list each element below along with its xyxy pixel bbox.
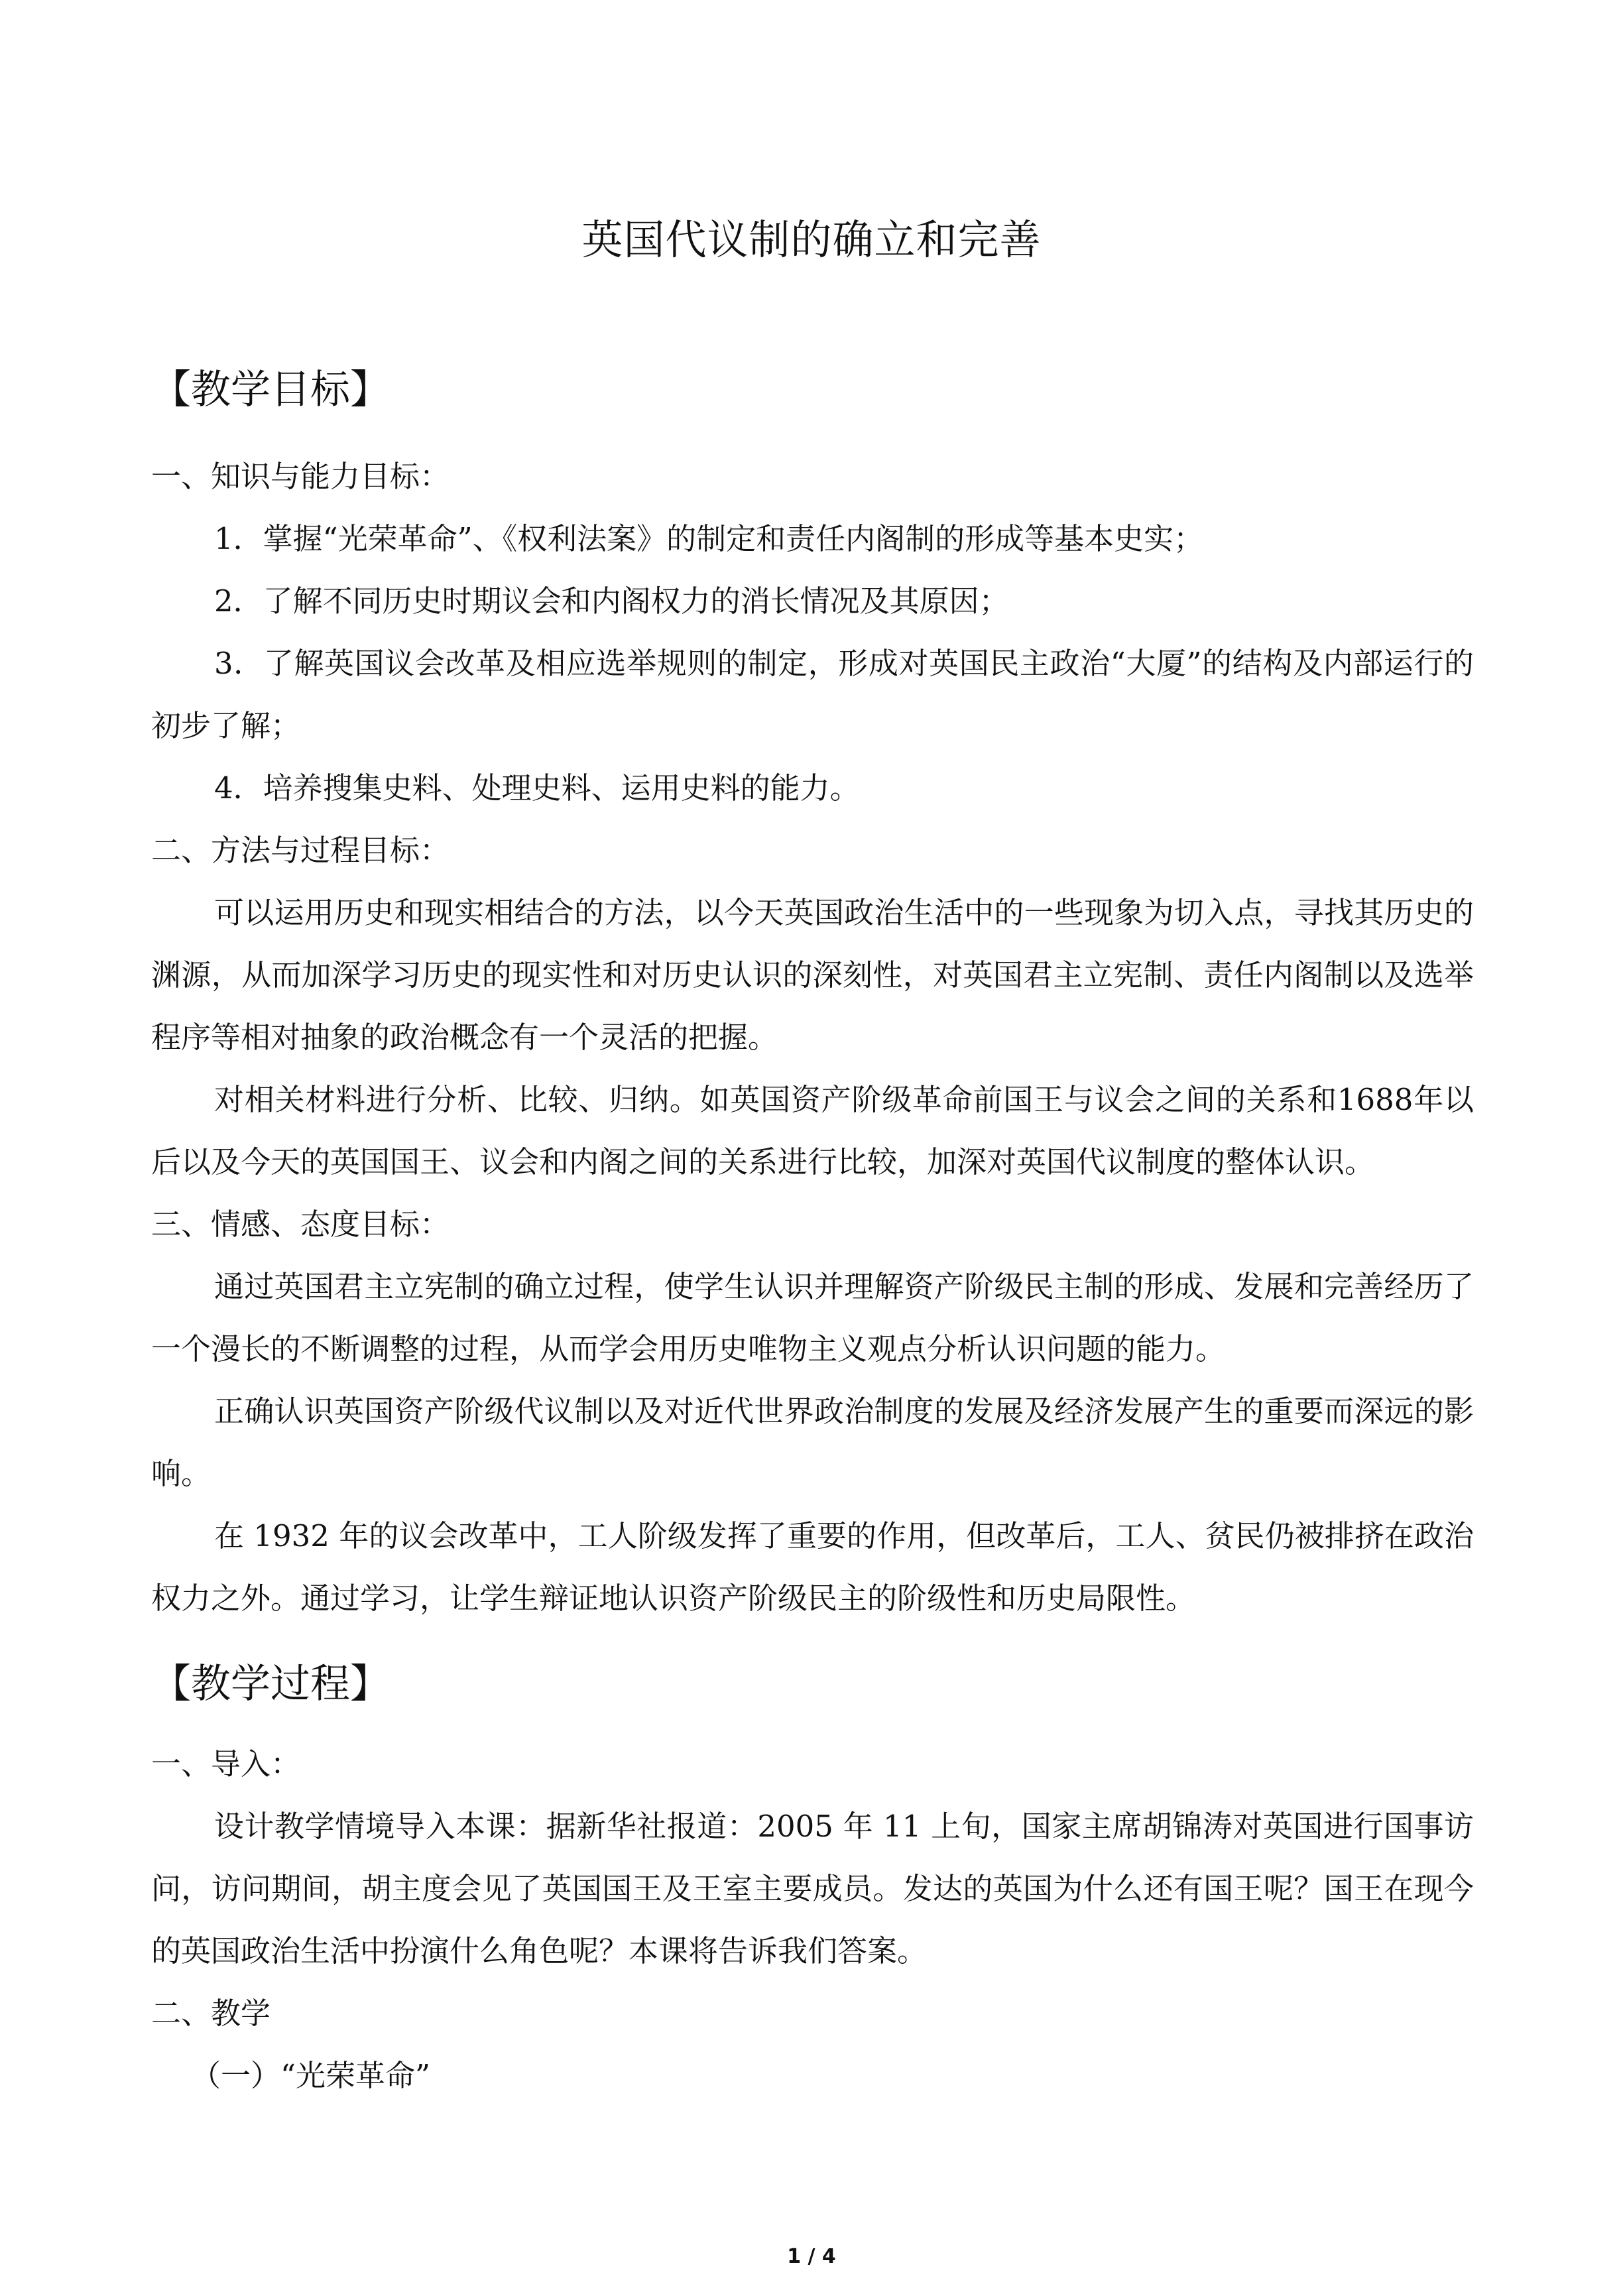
section-heading-process: 【教学过程】 — [151, 1661, 390, 1707]
goals-method-heading: 二、方法与过程目标： — [151, 833, 450, 868]
goals-knowledge-heading: 一、知识与能力目标： — [151, 459, 450, 494]
goals-knowledge-item: 4．培养搜集史料、处理史料、运用史料的能力。 — [214, 770, 860, 806]
goals-method-paragraph: 对相关材料进行分析、比较、归纳。如英国资产阶级革命前国王与议会之间的关系和1688年以后以及今天的英国国王、议会和内阁之间的关系进行比较，加深对英国代议制度的整体认识。 — [151, 1082, 1474, 1179]
process-content — [151, 1733, 1474, 2107]
goals-emotion-paragraph: 在 1932 年的议会改革中，工人阶级发挥了重要的作用，但改革后，工人、贫民仍被排挤在政治权力之外。通过学习，让学生辩证地认识资产阶级民主的阶级性和历史局限性。 — [151, 1518, 1474, 1616]
process-intro-heading: 一、导入： — [151, 1746, 301, 1782]
goals-knowledge-item: 3．了解英国议会改革及相应选举规则的制定，形成对英国民主政治“大厦”的结构及内部运行的初步了解； — [151, 646, 1474, 743]
page-number: 1 / 4 — [787, 2245, 836, 2268]
goals-emotion-paragraph: 通过英国君主立宪制的确立过程，使学生认识并理解资产阶级民主制的形成、发展和完善经历了一个漫长的不断调整的过程，从而学会用历史唯物主义观点分析认识问题的能力。 — [151, 1269, 1474, 1366]
goals-knowledge-item: 1．掌握“光荣革命”、《权利法案》的制定和责任内阁制的形成等基本史实； — [214, 521, 1204, 556]
goals-knowledge-item: 2．了解不同历史时期议会和内阁权力的消长情况及其原因； — [214, 583, 1009, 619]
goals-method-paragraph: 可以运用历史和现实相结合的方法，以今天英国政治生活中的一些现象为切入点，寻找其历史的渊源，从而加深学习历史的现实性和对历史认识的深刻性，对英国君主立宪制、责任内阁制以及选举程序等相对抽象的政治概念有一个灵活的把握。 — [151, 895, 1474, 1055]
goals-emotion-paragraph: 正确认识英国资产阶级代议制以及对近代世界政治制度的发展及经济发展产生的重要而深远的影响。 — [151, 1394, 1474, 1491]
process-subheading: （一）“光荣革命” — [191, 2058, 431, 2093]
goals-content — [151, 446, 1474, 1630]
section-heading-goals: 【教学目标】 — [151, 367, 390, 413]
goals-emotion-heading: 三、情感、态度目标： — [151, 1207, 450, 1242]
process-intro-paragraph: 设计教学情境导入本课：据新华社报道：2005 年 11 上旬，国家主席胡锦涛对英国进行国事访问，访问期间，胡主度会见了英国国王及王室主要成员。发达的英国为什么还有国王呢？国王在现今的英国政治生活中扮演什么角色呢？本课将告诉我们答案。 — [151, 1809, 1474, 1968]
document-title: 英国代议制的确立和完善 — [581, 215, 1042, 264]
process-teaching-heading: 二、教学 — [151, 1996, 271, 2031]
